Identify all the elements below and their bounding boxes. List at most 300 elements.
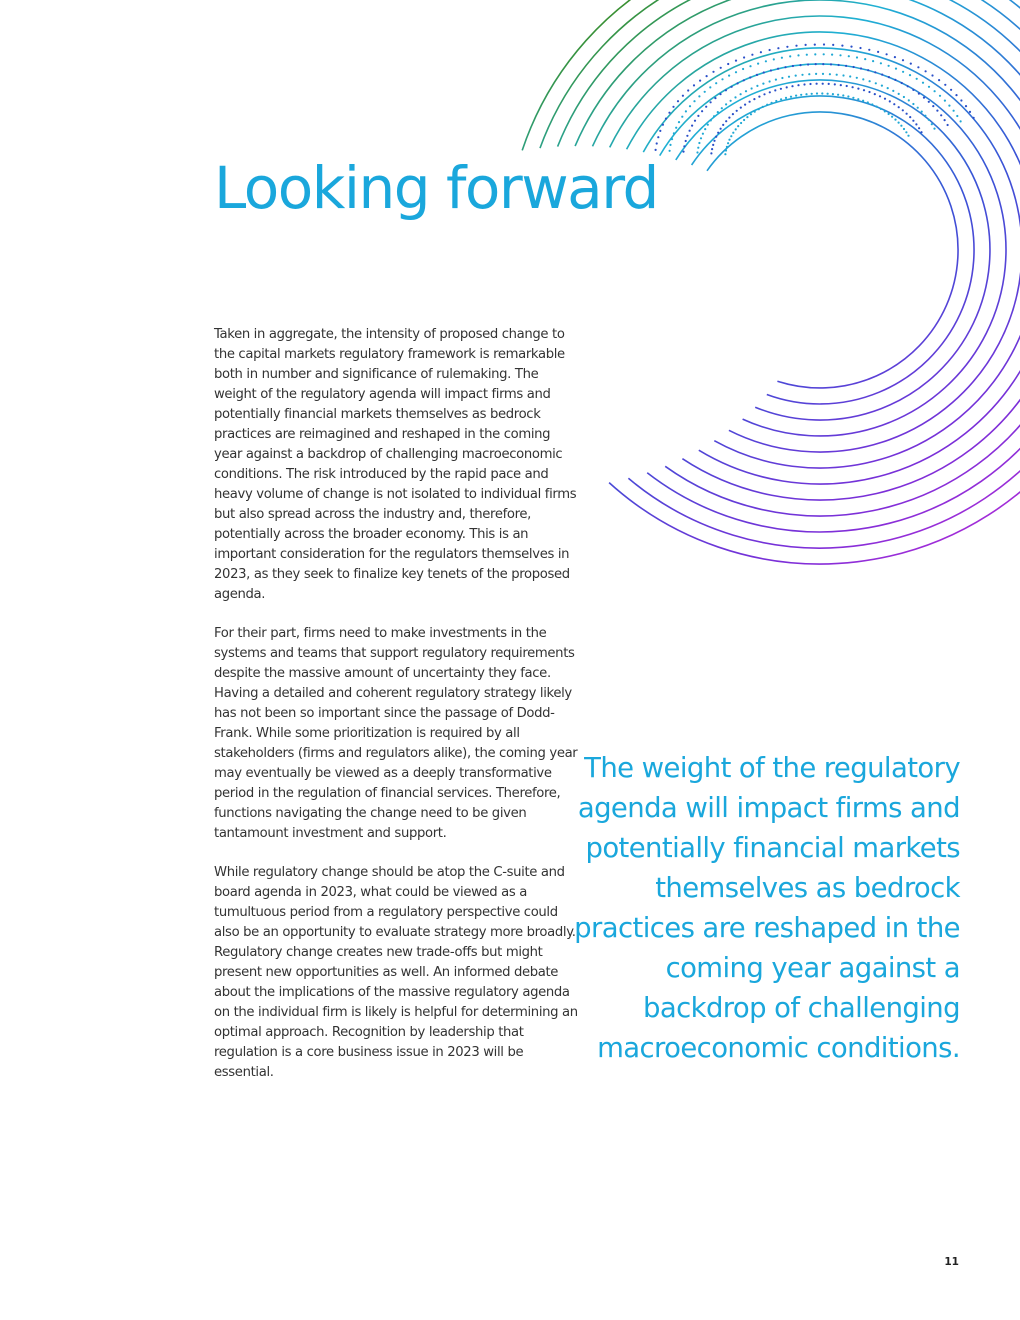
decorative-dot — [795, 45, 797, 47]
decorative-dot — [745, 90, 747, 92]
decorative-dot — [763, 71, 765, 73]
decorative-dot — [924, 115, 926, 117]
decorative-dot — [683, 145, 685, 147]
decorative-dot — [730, 135, 732, 137]
decorative-arc — [660, 64, 1006, 436]
decorative-dot — [742, 68, 744, 70]
pull-quote: The weight of the regulatory agenda will impact firms and potentially financial markets themselves as bedrock practices are reshaped in the coming year against a backdrop of challenging macroeconomic conditions. — [574, 752, 960, 1064]
decorative-arc — [676, 80, 990, 420]
decorative-dot — [707, 124, 709, 126]
decorative-dot — [769, 91, 771, 93]
decorative-dot — [881, 74, 883, 76]
decorative-dot — [791, 85, 793, 87]
decorative-dot — [740, 122, 742, 124]
decorative-dot — [848, 55, 850, 57]
decorative-dot — [728, 117, 730, 119]
decorative-dot — [737, 82, 739, 84]
decorative-dot — [749, 65, 751, 67]
decorative-dot — [696, 151, 698, 153]
decorative-dot — [811, 93, 813, 95]
decorative-dot — [720, 67, 722, 69]
decorative-dot — [713, 140, 715, 142]
decorative-dot — [829, 73, 831, 75]
decorative-dot — [769, 49, 771, 51]
decorative-dot — [874, 93, 876, 95]
decorative-dot — [886, 53, 888, 55]
decorative-dot — [659, 130, 661, 132]
decorative-dot — [682, 95, 684, 97]
decorative-dot — [795, 95, 797, 97]
decorative-arc — [575, 0, 1020, 516]
decorative-dot — [712, 144, 714, 146]
decorative-dot — [786, 86, 788, 88]
decorative-dot — [892, 90, 894, 92]
decorative-dot — [828, 83, 830, 85]
decorative-dot — [965, 105, 967, 107]
decorative-dot — [933, 128, 935, 130]
decorative-dot — [673, 132, 675, 134]
decorative-dot — [797, 84, 799, 86]
decorative-dot — [888, 76, 890, 78]
decorative-dot — [862, 78, 864, 80]
decorative-dot — [790, 96, 792, 98]
decorative-dot — [840, 84, 842, 86]
decorative-dot — [902, 109, 904, 111]
decorative-dot — [754, 111, 756, 113]
decorative-dot — [749, 101, 751, 103]
decorative-dot — [801, 74, 803, 76]
decorative-dot — [727, 142, 729, 144]
decorative-dot — [756, 85, 758, 87]
decorative-dot — [753, 98, 755, 100]
decorative-dot — [735, 71, 737, 73]
decorative-dot — [743, 79, 745, 81]
decorative-dot — [905, 131, 907, 133]
decorative-dot — [715, 82, 717, 84]
decorative-dot — [709, 86, 711, 88]
decorative-dot — [888, 113, 890, 115]
decorative-dot — [901, 82, 903, 84]
decorative-dot — [806, 54, 808, 56]
decorative-dot — [842, 94, 844, 96]
decorative-dot — [822, 63, 824, 65]
decorative-dot — [879, 95, 881, 97]
decorative-dot — [920, 131, 922, 133]
decorative-dot — [687, 89, 689, 91]
decorative-dot — [857, 98, 859, 100]
decorative-dot — [717, 132, 719, 134]
decorative-dot — [722, 124, 724, 126]
decorative-dot — [912, 89, 914, 91]
decorative-dot — [744, 104, 746, 106]
decorative-dot — [735, 128, 737, 130]
decorative-dot — [903, 128, 905, 130]
decorative-dot — [697, 147, 699, 149]
decorative-dot — [711, 148, 713, 150]
decorative-dot — [668, 112, 670, 114]
decorative-dot — [809, 83, 811, 85]
decorative-dot — [947, 124, 949, 126]
decorative-dot — [771, 102, 773, 104]
decorative-dot — [908, 99, 910, 101]
decorative-dot — [928, 101, 930, 103]
decorative-dot — [969, 111, 971, 113]
decorative-dot — [725, 149, 727, 151]
decorative-dot — [832, 44, 834, 46]
decorative-dot — [853, 66, 855, 68]
decorative-dot — [907, 85, 909, 87]
decorative-dot — [705, 106, 707, 108]
decorative-dot — [918, 93, 920, 95]
decorative-dot — [746, 116, 748, 118]
decorative-arc — [558, 0, 1020, 532]
decorative-dot — [713, 115, 715, 117]
decorative-dot — [665, 118, 667, 120]
decorative-dot — [955, 94, 957, 96]
decorative-dot — [758, 96, 760, 98]
page-title: Looking forward — [214, 154, 658, 222]
decorative-arc — [627, 32, 1020, 468]
decorative-dot — [894, 56, 896, 58]
decorative-dot — [774, 89, 776, 91]
decorative-dot — [785, 97, 787, 99]
decorative-dot — [780, 98, 782, 100]
decorative-dot — [694, 120, 696, 122]
decorative-dot — [814, 44, 816, 46]
decorative-dot — [656, 142, 658, 144]
decorative-dot — [721, 78, 723, 80]
decorative-dot — [657, 136, 659, 138]
decorative-dot — [685, 110, 687, 112]
decorative-dot — [837, 94, 839, 96]
decorative-dot — [704, 128, 706, 130]
decorative-dot — [928, 86, 930, 88]
decorative-dot — [836, 74, 838, 76]
decorative-dot — [681, 116, 683, 118]
body-paragraph-3: While regulatory change should be atop the C-suite and board agenda in 2023, what could be viewed as a tumultuous period from a regulatory perspective could also be an opportunity to evaluate strategy more broadly. Regulatory change creates new trade-offs but might present new opportunities as well. An informed debate about the implications of the massive regulatory agenda on the individual firm is likely is helpful for determining an optimal approach. Recognition by leadership that regulation is a core business issue in 2023 will be essential. — [214, 865, 578, 1080]
decorative-dot — [821, 92, 823, 94]
decorative-dot — [693, 84, 695, 86]
decorative-dot — [677, 100, 679, 102]
decorative-dot — [701, 110, 703, 112]
decorative-dot — [700, 137, 702, 139]
decorative-dot — [939, 95, 941, 97]
decorative-dot — [894, 79, 896, 81]
decorative-dot — [691, 125, 693, 127]
decorative-dot — [743, 56, 745, 58]
decorative-dot — [740, 107, 742, 109]
decorative-dot — [669, 144, 671, 146]
decorative-dot — [856, 77, 858, 79]
decorative-dot — [842, 74, 844, 76]
decorative-dot — [704, 91, 706, 93]
decorative-dot — [805, 93, 807, 95]
decorative-dot — [936, 110, 938, 112]
decorative-dot — [875, 82, 877, 84]
decorative-dot — [912, 103, 914, 105]
decorative-dot — [887, 87, 889, 89]
decorative-dot — [867, 69, 869, 71]
decorative-dot — [758, 108, 760, 110]
decorative-dot — [948, 105, 950, 107]
body-text-column — [214, 325, 579, 1102]
decorative-dot — [816, 83, 818, 85]
decorative-dot — [898, 122, 900, 124]
decorative-dot — [770, 69, 772, 71]
decorative-dot — [736, 110, 738, 112]
decorative-dot — [671, 138, 673, 140]
decorative-dot — [845, 65, 847, 67]
decorative-dot — [922, 82, 924, 84]
decorative-dot — [725, 103, 727, 105]
decorative-dot — [860, 67, 862, 69]
decorative-dot — [864, 58, 866, 60]
decorative-dot — [815, 63, 817, 65]
decorative-dot — [714, 97, 716, 99]
decorative-dot — [891, 116, 893, 118]
decorative-arc — [522, 0, 1020, 564]
decorative-dot — [876, 106, 878, 108]
decorative-dot — [762, 106, 764, 108]
decorative-dot — [763, 93, 765, 95]
decorative-dot — [732, 113, 734, 115]
decorative-dot — [737, 125, 739, 127]
decorative-dot — [792, 65, 794, 67]
decorative-dot — [847, 95, 849, 97]
decorative-dot — [849, 75, 851, 77]
decorative-dot — [871, 103, 873, 105]
decorative-dot — [862, 100, 864, 102]
decorative-dot — [888, 65, 890, 67]
decorative-arc — [593, 0, 1020, 500]
decorative-dot — [808, 73, 810, 75]
decorative-dot — [902, 71, 904, 73]
decorative-dot — [884, 110, 886, 112]
decorative-dot — [669, 150, 671, 152]
decorative-dot — [726, 146, 728, 148]
decorative-dot — [816, 92, 818, 94]
body-paragraph-2: For their part, firms need to make investments in the systems and teams that support regulatory requirements despite the massive amount of uncertainty they face. Having a detailed and coherent regulatory strategy likely has not been so important since the passage of Dodd-Frank. While some prioritization is required by all stakeholders (firms and regulators alike), the coming year may eventually be viewed as a deeply transformative period in the regulation of financial services. Therefore, functions navigating the change need to be given tantamount investment and support. — [214, 626, 578, 841]
decorative-dot — [918, 127, 920, 129]
decorative-dot — [775, 100, 777, 102]
decorative-dot — [831, 54, 833, 56]
decorative-dot — [889, 100, 891, 102]
decorative-dot — [780, 88, 782, 90]
decorative-dot — [685, 140, 687, 142]
decorative-dot — [893, 103, 895, 105]
decorative-dot — [756, 74, 758, 76]
decorative-dot — [931, 74, 933, 76]
decorative-dot — [841, 45, 843, 47]
decorative-dot — [906, 113, 908, 115]
decorative-dot — [775, 79, 777, 81]
decorative-dot — [830, 63, 832, 65]
decorative-dot — [850, 46, 852, 48]
decorative-dot — [934, 90, 936, 92]
page-number: 11 — [944, 1256, 959, 1268]
decorative-dot — [907, 135, 909, 137]
decorative-dot — [903, 96, 905, 98]
decorative-dot — [815, 73, 817, 75]
decorative-dot — [839, 54, 841, 56]
decorative-dot — [803, 83, 805, 85]
decorative-dot — [915, 123, 917, 125]
decorative-dot — [925, 70, 927, 72]
decorative-dot — [956, 115, 958, 117]
decorative-dot — [760, 51, 762, 53]
decorative-dot — [912, 120, 914, 122]
decorative-dot — [931, 123, 933, 125]
decorative-dot — [710, 119, 712, 121]
decorative-dot — [766, 104, 768, 106]
decorative-dot — [867, 101, 869, 103]
decorative-dot — [672, 106, 674, 108]
decorative-dot — [846, 85, 848, 87]
decorative-dot — [795, 75, 797, 77]
decorative-dot — [923, 97, 925, 99]
decorative-dot — [728, 75, 730, 77]
decorative-dot — [751, 54, 753, 56]
decorative-dot — [823, 53, 825, 55]
decorative-dot — [732, 132, 734, 134]
decorative-dot — [689, 130, 691, 132]
decorative-dot — [693, 100, 695, 102]
decorative-dot — [805, 44, 807, 46]
decorative-dot — [727, 63, 729, 65]
decorative-dot — [832, 93, 834, 95]
decorative-dot — [950, 89, 952, 91]
decorative-dot — [686, 135, 688, 137]
decorative-dot — [872, 60, 874, 62]
decorative-dot — [697, 115, 699, 117]
decorative-dot — [757, 63, 759, 65]
decorative-dot — [786, 46, 788, 48]
decorative-dot — [838, 64, 840, 66]
decorative-dot — [789, 55, 791, 57]
decorative-dot — [682, 151, 684, 153]
decorative-dot — [749, 76, 751, 78]
decorative-dot — [734, 96, 736, 98]
decorative-dot — [689, 105, 691, 107]
decorative-dot — [898, 93, 900, 95]
decorative-dot — [863, 89, 865, 91]
decorative-dot — [909, 74, 911, 76]
decorative-dot — [712, 71, 714, 73]
decorative-arc — [692, 96, 974, 404]
decorative-dot — [715, 136, 717, 138]
decorative-dot — [944, 84, 946, 86]
decorative-dot — [973, 117, 975, 119]
decorative-dot — [869, 80, 871, 82]
decorative-dot — [799, 64, 801, 66]
decorative-dot — [706, 75, 708, 77]
decorative-dot — [898, 106, 900, 108]
decorative-dot — [953, 110, 955, 112]
decorative-dot — [884, 98, 886, 100]
decorative-dot — [743, 119, 745, 121]
decorative-dot — [880, 108, 882, 110]
decorative-dot — [960, 99, 962, 101]
decorative-dot — [874, 71, 876, 73]
decorative-dot — [938, 79, 940, 81]
decorative-dot — [822, 73, 824, 75]
decorative-dot — [881, 85, 883, 87]
decorative-dot — [710, 101, 712, 103]
decorative-dot — [852, 97, 854, 99]
decorative-dot — [960, 120, 962, 122]
decorative-dot — [769, 80, 771, 82]
decorative-dot — [827, 93, 829, 95]
decorative-arc — [610, 16, 1020, 484]
decorative-dot — [724, 153, 726, 155]
decorative-dot — [675, 127, 677, 129]
decorative-dot — [735, 60, 737, 62]
decorative-dot — [781, 57, 783, 59]
decorative-dot — [788, 76, 790, 78]
decorative-dot — [868, 91, 870, 93]
decorative-dot — [662, 124, 664, 126]
decorative-dot — [728, 139, 730, 141]
decorative-dot — [822, 83, 824, 85]
decorative-dot — [834, 83, 836, 85]
decorative-dot — [921, 111, 923, 113]
decorative-dot — [719, 93, 721, 95]
decorative-dot — [928, 119, 930, 121]
decorative-dot — [857, 88, 859, 90]
decorative-dot — [698, 142, 700, 144]
decorative-arc — [707, 112, 958, 388]
decorative-dot — [717, 111, 719, 113]
body-paragraph-1: Taken in aggregate, the intensity of proposed change to the capital markets regulatory framework is remarkable both in number and significance of rulemaking. The weight of the regulatory agenda will impact firms and potentially financial markets themselves as bedrock practices are reimagined and reshaped in the coming year against a backdrop of challenging macroeconomic conditions. The risk introduced by the rapid pace and heavy volume of change is not isolated to individual firms but also spread across the industry and, therefore, potentially across the broader economy. This is an important consideration for the regulators themselves in 2023, as they seek to finalize key tenets of the proposed agenda. — [214, 327, 577, 602]
decorative-dot — [944, 100, 946, 102]
decorative-dot — [917, 107, 919, 109]
decorative-arc — [643, 48, 1020, 452]
decorative-dot — [725, 89, 727, 91]
decorative-dot — [856, 56, 858, 58]
decorative-dot — [721, 107, 723, 109]
decorative-dot — [678, 121, 680, 123]
decorative-dot — [698, 95, 700, 97]
decorative-dot — [868, 49, 870, 51]
decorative-dot — [807, 63, 809, 65]
decorative-dot — [781, 77, 783, 79]
decorative-dot — [944, 119, 946, 121]
decorative-dot — [800, 94, 802, 96]
decorative-dot — [699, 80, 701, 82]
decorative-dot — [894, 119, 896, 121]
decorative-dot — [725, 120, 727, 122]
decorative-dot — [900, 125, 902, 127]
decorative-dot — [814, 53, 816, 55]
decorative-dot — [917, 66, 919, 68]
decorative-dot — [777, 68, 779, 70]
decorative-dot — [751, 87, 753, 89]
decorative-dot — [902, 59, 904, 61]
decorative-dot — [777, 47, 779, 49]
decorative-dot — [784, 66, 786, 68]
decorative-dot — [730, 100, 732, 102]
decorative-dot — [895, 68, 897, 70]
decorative-dot — [773, 58, 775, 60]
decorative-dot — [916, 78, 918, 80]
decorative-dot — [765, 60, 767, 62]
decorative-dot — [740, 93, 742, 95]
decorative-dot — [750, 113, 752, 115]
decorative-dot — [910, 63, 912, 65]
decorative-dot — [797, 54, 799, 56]
decorative-dot — [762, 83, 764, 85]
decorative-dot — [702, 133, 704, 135]
